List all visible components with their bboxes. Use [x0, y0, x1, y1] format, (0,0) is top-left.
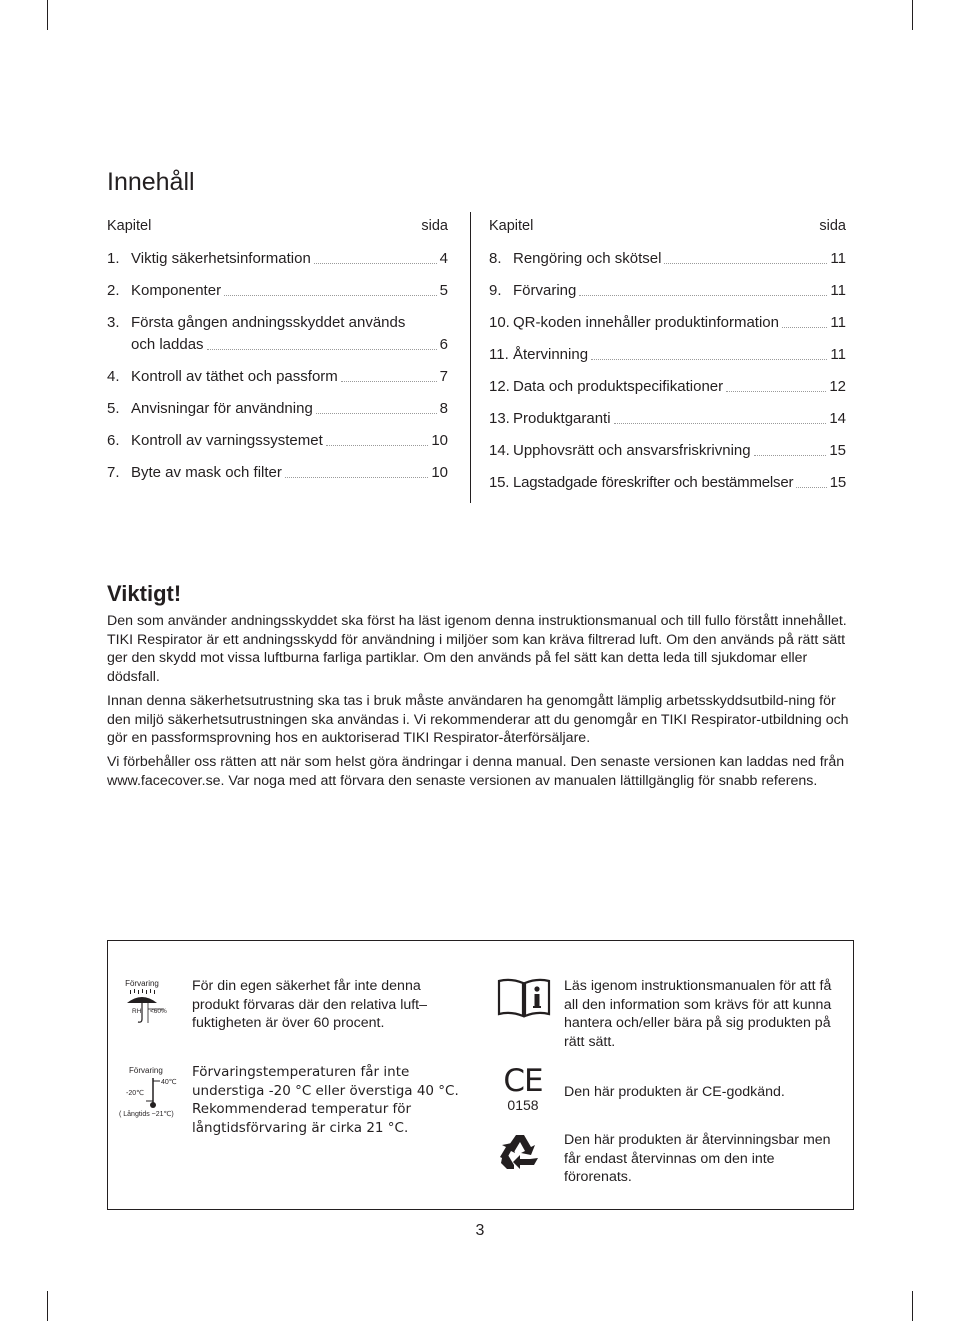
- toc-leader: [224, 295, 437, 296]
- toc-item-number: 12.: [489, 378, 510, 395]
- toc-item-label: Rengöring och skötsel: [513, 250, 662, 267]
- toc-item-page: 11: [830, 346, 846, 363]
- toc-item-page: 8: [439, 400, 448, 417]
- toc-item-label: Byte av mask och filter: [131, 464, 282, 481]
- toc-item-label: Anvisningar för användning: [131, 400, 313, 417]
- ce-mark-letters: CE: [503, 1063, 543, 1099]
- toc-item-page: 10: [431, 432, 448, 449]
- humidity-icon-title: Förvaring: [125, 979, 159, 988]
- toc-item-page: 12: [829, 378, 846, 395]
- temperature-icon-low: -20℃: [126, 1090, 144, 1097]
- toc-leader: [314, 263, 437, 264]
- toc-item-number: 10.: [489, 314, 510, 331]
- toc-item-number: 9.: [489, 282, 502, 299]
- toc-item-page: 5: [439, 282, 448, 299]
- temperature-icon-high: 40℃: [161, 1079, 177, 1086]
- toc-item-number: 8.: [489, 250, 502, 267]
- toc-item[interactable]: [489, 248, 846, 270]
- important-paragraph: Vi förbehåller oss rätten att när som helst göra ändringar i denna manual. Den senaste versionen kan laddas ned från www.facecover.se. Var noga med att förvara den senaste versionen av manualen lättillgänglig för snabb referens.: [107, 753, 845, 789]
- manual-description: Läs igenom instruktionsmanualen för att få all den information som krävs för att kunna hantera och/eller bära på sig produkten på rätt sätt.: [564, 978, 832, 1050]
- recycle-icon: [498, 1131, 542, 1175]
- toc-header-chapter: Kapitel: [489, 218, 534, 234]
- temperature-storage-icon: [115, 1066, 187, 1122]
- toc-item[interactable]: [107, 462, 448, 484]
- humidity-storage-icon: [118, 979, 166, 1025]
- umbrella-icon: [118, 989, 166, 1025]
- toc-item-number: 6.: [107, 432, 120, 449]
- toc-header-chapter: Kapitel: [107, 218, 152, 234]
- ce-mark-number: 0158: [507, 1097, 539, 1113]
- important-text: [107, 612, 849, 795]
- toc-header: [489, 212, 846, 240]
- humidity-icon-value: <60%: [150, 1008, 167, 1015]
- toc-item-label: Kontroll av varningssystemet: [131, 432, 323, 449]
- toc-item-page: 15: [829, 474, 846, 491]
- toc-left-column: [107, 212, 448, 484]
- toc-item-page: 10: [431, 464, 448, 481]
- toc-item-label: Produktgaranti: [513, 410, 611, 427]
- crop-mark: [47, 0, 48, 30]
- ce-description: Den här produkten är CE-godkänd.: [564, 1084, 785, 1100]
- toc-header-page: sida: [819, 218, 846, 234]
- toc-item-number: 2.: [107, 282, 120, 299]
- toc-item-number: 5.: [107, 400, 120, 417]
- toc-leader: [316, 413, 437, 414]
- toc-item[interactable]: [489, 440, 846, 462]
- crop-mark: [912, 1291, 913, 1321]
- toc-item-page: 7: [439, 368, 448, 385]
- toc-item-page: 11: [830, 282, 846, 299]
- toc-header-page: sida: [421, 218, 448, 234]
- toc-item-page: 11: [830, 250, 846, 267]
- toc-item-label: Viktig säkerhetsinformation: [131, 250, 311, 267]
- toc-item[interactable]: [489, 280, 846, 302]
- toc-item-page: 6: [439, 336, 448, 353]
- toc-item-label: Första gången andningsskyddet används: [131, 314, 406, 331]
- toc-item[interactable]: [489, 408, 846, 430]
- toc-item[interactable]: [107, 248, 448, 270]
- important-paragraph: Innan denna säkerhetsutrustning ska tas i bruk måste användaren ha genomgått lämplig arbetsskyddsutbild-ning för den miljö säkerhetsutrustningen ska användas i. Vi rekommenderar att du genomgår en TIKI Respirator-utbildning och gör en passformsprovning hos en auktoriserad TIKI Respirator-återförsäljare.: [107, 692, 849, 747]
- humidity-icon-rh: RH: [132, 1008, 142, 1015]
- crop-mark: [912, 0, 913, 30]
- toc-right-column: [489, 212, 846, 494]
- toc-item-page: 15: [829, 442, 846, 459]
- page-title: Innehåll: [107, 168, 195, 196]
- crop-mark: [47, 1291, 48, 1321]
- toc-item[interactable]: [107, 430, 448, 452]
- toc-divider: [470, 212, 471, 503]
- manual-book-icon: [497, 978, 551, 1018]
- toc-item-label: Upphovsrätt och ansvarsfriskrivning: [513, 442, 751, 459]
- toc-leader: [754, 455, 827, 456]
- toc-item[interactable]: [107, 398, 448, 420]
- temperature-icon-longterm: ( Långtids ~21℃): [119, 1111, 174, 1118]
- temperature-icon-title: Förvaring: [129, 1066, 163, 1075]
- toc-item-number: 4.: [107, 368, 120, 385]
- toc-item-page: 11: [830, 314, 846, 331]
- toc-item-label: Komponenter: [131, 282, 222, 299]
- toc-leader: [614, 423, 827, 424]
- thermometer-icon: [143, 1076, 163, 1110]
- toc-item-number: 14.: [489, 442, 510, 459]
- ce-mark-icon: [501, 1065, 545, 1113]
- toc-item-label: QR-koden innehåller produktinformation: [513, 314, 779, 331]
- toc-header: [107, 212, 448, 240]
- toc-leader: [796, 487, 826, 488]
- toc-item-page: 4: [439, 250, 448, 267]
- toc-leader: [782, 327, 827, 328]
- toc-item-number: 1.: [107, 250, 120, 267]
- important-heading: Viktigt!: [107, 581, 182, 606]
- toc-item-label: Kontroll av täthet och passform: [131, 368, 338, 385]
- toc-item-number: 3.: [107, 314, 120, 331]
- toc-item-label: Återvinning: [513, 346, 589, 363]
- toc-item-page: 14: [829, 410, 846, 427]
- toc-leader: [207, 349, 437, 350]
- toc-item-number: 7.: [107, 464, 120, 481]
- toc-item-label: Förvaring: [513, 282, 577, 299]
- temperature-description: Förvaringstemperaturen får inte understiga -20 °C eller överstiga 40 °C. Rekommenderad temperatur för långtidsförvaring är cirka 21 °C.: [192, 1064, 459, 1136]
- humidity-description: För din egen säkerhet får inte denna produkt förvaras där den relativa luft–fuktigheten är över 60 procent.: [192, 978, 428, 1032]
- toc-item-number: 13.: [489, 410, 510, 427]
- toc-leader: [285, 477, 428, 478]
- toc-item[interactable]: [107, 366, 448, 388]
- toc-leader: [591, 359, 827, 360]
- recycle-description: Den här produkten är återvinningsbar men får endast återvinnas om den inte förorenats.: [564, 1132, 831, 1186]
- toc-item[interactable]: [489, 376, 846, 398]
- toc-item[interactable]: [489, 312, 846, 334]
- important-paragraph: Den som använder andningsskyddet ska först ha läst igenom denna instruktionsmanual och till fullo förstått innehållet. TIKI Respirator är ett andningsskydd för användning i miljöer som kan kräva filtrerad luft. Om den används på rätt sätt ger den skydd mot vissa luftburna farliga partiklar. Om den används på fel sätt kan detta leda till sjukdomar eller dödsfall.: [107, 613, 847, 686]
- toc-leader: [664, 263, 827, 264]
- page-number: 3: [475, 1222, 485, 1239]
- toc-item-label-continued: och laddas: [131, 336, 204, 353]
- toc-leader: [579, 295, 827, 296]
- toc-leader: [726, 391, 826, 392]
- toc-item[interactable]: [489, 344, 846, 366]
- toc-item[interactable]: [489, 472, 846, 494]
- toc-item-label: Data och produktspecifikationer: [513, 378, 724, 395]
- toc-leader: [326, 445, 429, 446]
- toc-item-label: Lagstadgade föreskrifter och bestämmelser: [513, 474, 794, 491]
- symbols-box: [107, 940, 854, 1210]
- toc-item-number: 15.: [489, 474, 510, 491]
- toc-item-number: 11.: [489, 346, 509, 363]
- toc-leader: [341, 381, 437, 382]
- toc-item[interactable]: [107, 280, 448, 302]
- toc-item[interactable]: [107, 312, 448, 356]
